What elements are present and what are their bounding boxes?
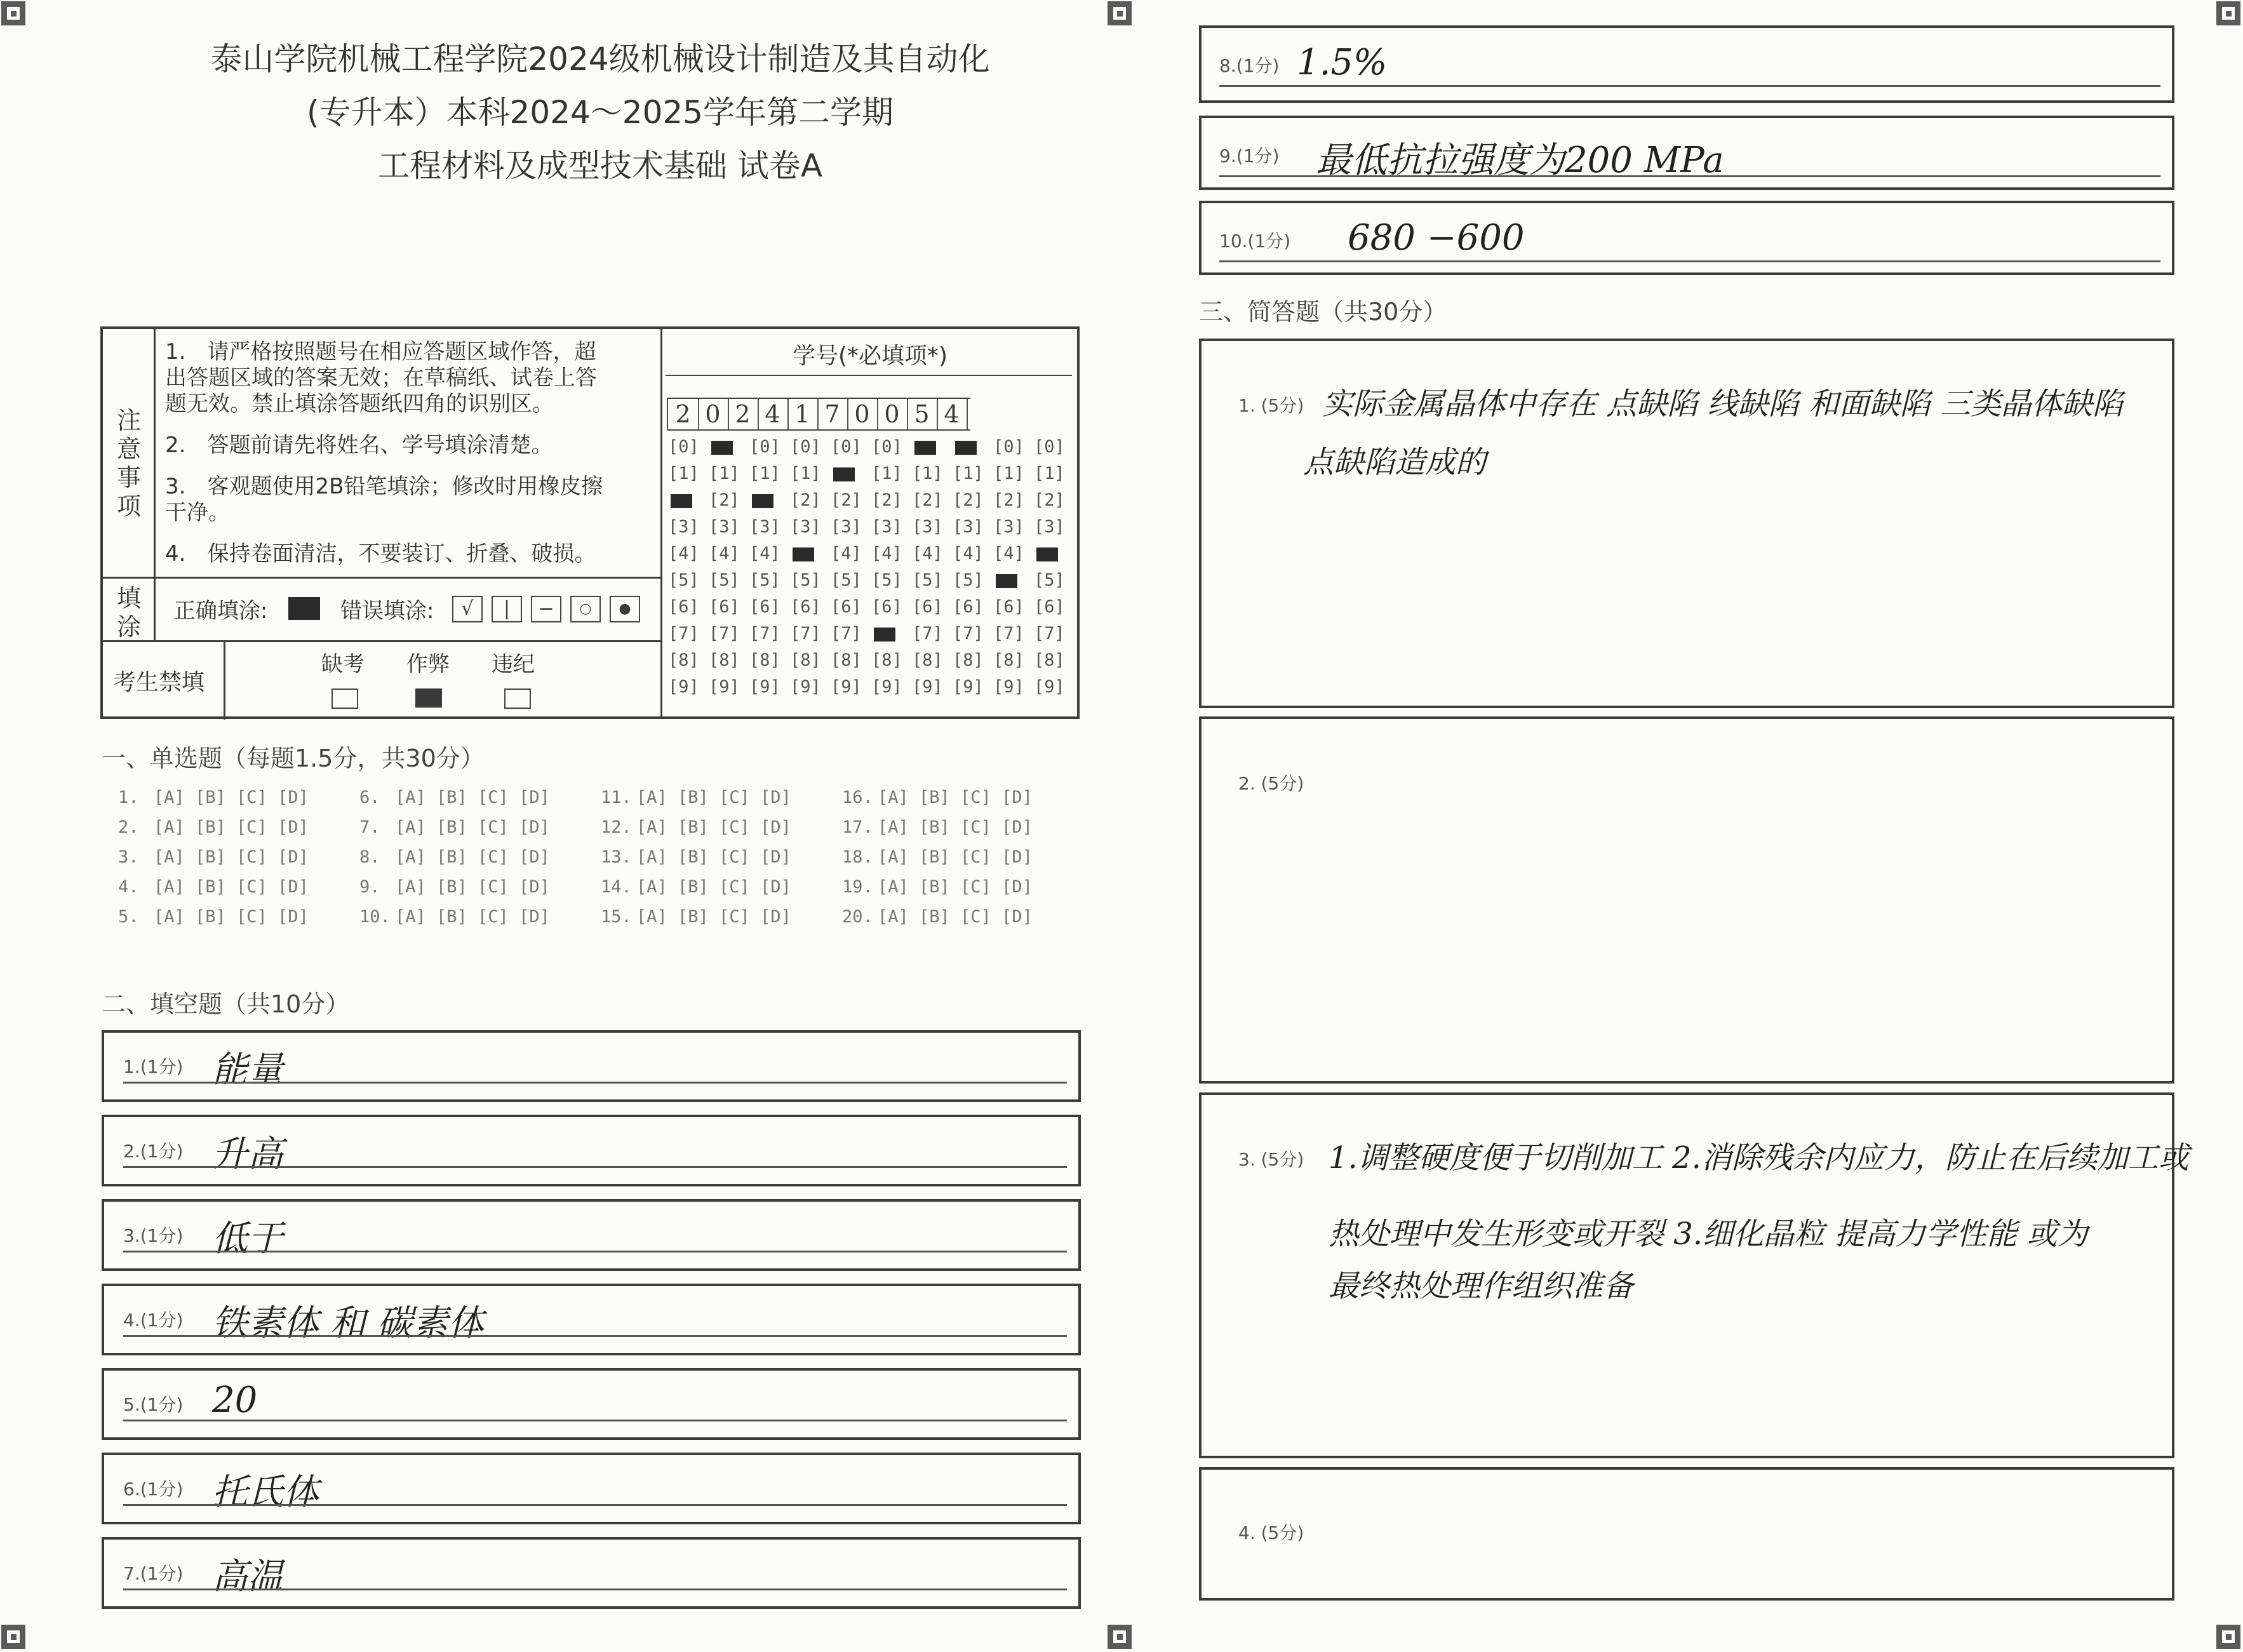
mc-question-row[interactable] bbox=[359, 788, 550, 807]
mc-question-row[interactable] bbox=[359, 817, 550, 837]
mc-question-row[interactable] bbox=[118, 788, 309, 807]
student-no-bubble[interactable]: [5] bbox=[749, 570, 780, 590]
mc-question-number: 14. bbox=[601, 877, 632, 897]
wrong-fill-circle: ○ bbox=[570, 596, 601, 622]
student-no-digit: 2 bbox=[668, 399, 699, 429]
corner-mark-bottom-right bbox=[2216, 1625, 2240, 1649]
student-no-bubble[interactable]: [2] bbox=[993, 490, 1024, 510]
fill-item-answer[interactable]: 20 bbox=[212, 1380, 258, 1421]
student-no-bubble[interactable]: [9] bbox=[668, 677, 699, 697]
answer-line bbox=[123, 1335, 1067, 1337]
mc-question-row[interactable] bbox=[118, 847, 309, 867]
mc-options[interactable]: [A] [B] [C] [D] bbox=[395, 788, 550, 807]
student-no-bubble[interactable]: [0] bbox=[668, 437, 699, 457]
mc-question-number: 13. bbox=[601, 847, 632, 867]
notice-item-1b: 出答题区域的答案无效；在草稿纸、试卷上答 bbox=[165, 365, 597, 391]
exam-title-line1: 泰山学院机械工程学院2024级机械设计制造及其自动化 bbox=[210, 41, 990, 77]
mc-question-row[interactable] bbox=[118, 877, 309, 897]
answer-line bbox=[123, 1504, 1067, 1506]
fill-item-num: 6.(1分) bbox=[123, 1479, 184, 1500]
mc-question-row[interactable] bbox=[601, 788, 791, 807]
student-no-bubble[interactable]: [3] bbox=[912, 517, 943, 537]
fill-item-num: 7.(1分) bbox=[123, 1563, 184, 1584]
fill-item-answer[interactable]: 低于 bbox=[212, 1218, 283, 1259]
fill-item-answer[interactable]: 能量 bbox=[212, 1049, 283, 1091]
student-no-bubble[interactable]: [8] bbox=[831, 650, 862, 670]
short-answer-num: 3. (5分) bbox=[1238, 1149, 1304, 1170]
answer-line bbox=[1219, 260, 2160, 262]
short-answer-3 bbox=[1199, 1092, 2189, 1458]
notice-item-3b: 干净。 bbox=[165, 500, 230, 525]
mc-question-number: 15. bbox=[601, 907, 632, 927]
mc-options[interactable]: [A] [B] [C] [D] bbox=[878, 817, 1033, 837]
fill-item-6 bbox=[102, 1453, 1081, 1524]
student-no-digit: 2 bbox=[728, 399, 759, 429]
mc-question-row[interactable] bbox=[842, 847, 1033, 867]
short-answer-text-line2[interactable]: 点缺陷造成的 bbox=[1303, 445, 1487, 480]
fill-item-3 bbox=[102, 1199, 1081, 1271]
student-no-bubble[interactable]: [2] bbox=[831, 490, 862, 510]
student-no-bubble[interactable]: [9] bbox=[709, 677, 740, 697]
student-no-bubble[interactable]: [8] bbox=[993, 650, 1024, 670]
student-no-bubble[interactable]: [8] bbox=[953, 650, 984, 670]
student-no-bubble-filled[interactable] bbox=[752, 494, 773, 508]
student-no-bubble[interactable]: [9] bbox=[953, 677, 984, 697]
mc-options[interactable]: [A] [B] [C] [D] bbox=[636, 817, 791, 837]
student-no-digit: 4 bbox=[937, 399, 968, 429]
student-no-bubble[interactable]: [9] bbox=[831, 677, 862, 697]
short-answer-4 bbox=[1199, 1467, 2174, 1601]
fill-item-num: 9.(1分) bbox=[1219, 145, 1280, 166]
mc-options[interactable]: [A] [B] [C] [D] bbox=[154, 907, 309, 927]
student-no-bubble[interactable]: [6] bbox=[831, 597, 862, 617]
student-no-bubble[interactable]: [7] bbox=[953, 624, 984, 643]
fill-item-8 bbox=[1199, 25, 2174, 103]
fill-item-9 bbox=[1199, 116, 2174, 190]
mc-question-number: 16. bbox=[842, 788, 873, 807]
notice-item-2: 2. 答题前请先将姓名、学号填涂清楚。 bbox=[165, 433, 553, 458]
student-no-bubble[interactable]: [7] bbox=[912, 624, 943, 643]
short-answer-num: 4. (5分) bbox=[1238, 1522, 1304, 1543]
student-no-bubble[interactable]: [5] bbox=[668, 570, 699, 590]
student-no-bubble-filled[interactable] bbox=[833, 467, 855, 481]
student-no-digit: 0 bbox=[877, 399, 908, 429]
student-no-bubble[interactable]: [6] bbox=[709, 597, 740, 617]
short-answer-text-line1[interactable]: 1.调整硬度便于切削加工 2.消除残余内应力，防止在后续加工或 bbox=[1329, 1140, 2189, 1176]
fill-item-5 bbox=[102, 1368, 1081, 1440]
student-no-bubble[interactable]: [6] bbox=[912, 597, 943, 617]
student-no-bubble[interactable]: [3] bbox=[953, 517, 984, 537]
fill-item-num: 3.(1分) bbox=[123, 1225, 184, 1246]
student-no-digit: 1 bbox=[787, 399, 819, 429]
student-no-bubble[interactable]: [8] bbox=[871, 650, 902, 670]
fill-item-num: 5.(1分) bbox=[123, 1394, 184, 1415]
short-answer-1 bbox=[1199, 339, 2174, 708]
fill-item-num: 10.(1分) bbox=[1219, 231, 1291, 252]
student-no-bubble[interactable]: [0] bbox=[871, 437, 902, 457]
mc-question-number: 3. bbox=[118, 847, 139, 867]
student-no-bubble[interactable]: [1] bbox=[749, 464, 780, 483]
mc-question-number: 2. bbox=[118, 817, 139, 837]
fill-item-answer[interactable]: 铁素体 和 碳素体 bbox=[212, 1303, 484, 1344]
student-no-bubble[interactable]: [2] bbox=[1034, 490, 1065, 510]
fill-item-10 bbox=[1199, 201, 2174, 275]
student-no-bubble[interactable]: [1] bbox=[953, 464, 984, 483]
student-no-bubble[interactable]: [5] bbox=[709, 570, 740, 590]
student-no-bubble[interactable]: [0] bbox=[1034, 437, 1065, 457]
student-no-bubble[interactable]: [6] bbox=[749, 597, 780, 617]
fill-item-7 bbox=[102, 1537, 1081, 1609]
mc-options[interactable]: [A] [B] [C] [D] bbox=[395, 847, 550, 867]
mc-question-number: 6. bbox=[359, 788, 380, 807]
status-cheat-label: 作弊 bbox=[406, 652, 450, 677]
mc-question-number: 11. bbox=[601, 788, 632, 807]
fill-label: 填涂 bbox=[116, 584, 141, 641]
short-answer-2 bbox=[1199, 716, 2174, 1084]
student-no-bubble[interactable]: [1] bbox=[709, 464, 740, 483]
student-no-bubble[interactable]: [0] bbox=[749, 437, 780, 457]
mc-question-number: 4. bbox=[118, 877, 139, 897]
short-answer-text-line1[interactable]: 实际金属晶体中存在 点缺陷 线缺陷 和面缺陷 三类晶体缺陷 bbox=[1322, 386, 2124, 422]
answer-line bbox=[123, 1420, 1067, 1421]
mc-options[interactable]: [A] [B] [C] [D] bbox=[395, 817, 550, 837]
fill-item-num: 2.(1分) bbox=[123, 1141, 184, 1162]
student-no-bubble[interactable]: [4] bbox=[953, 544, 984, 563]
student-no-bubble[interactable]: [2] bbox=[790, 490, 821, 510]
student-no-bubble[interactable]: [5] bbox=[1034, 570, 1065, 590]
student-no-bubble[interactable]: [9] bbox=[749, 677, 780, 697]
student-no-bubble[interactable]: [5] bbox=[953, 570, 984, 590]
student-no-bubble[interactable]: [0] bbox=[993, 437, 1024, 457]
mc-options[interactable]: [A] [B] [C] [D] bbox=[395, 877, 550, 897]
section2-heading: 二、填空题（共10分） bbox=[102, 990, 350, 1018]
status-absent-label: 缺考 bbox=[321, 652, 365, 677]
notice-label: 注意事项 bbox=[116, 406, 141, 520]
fill-item-num: 8.(1分) bbox=[1219, 55, 1280, 76]
student-no-bubble[interactable]: [1] bbox=[993, 464, 1024, 483]
mc-question-row[interactable] bbox=[601, 877, 791, 897]
student-no-bubble[interactable]: [6] bbox=[953, 597, 984, 617]
student-no-bubble[interactable]: [9] bbox=[912, 677, 943, 697]
student-no-bubble-filled[interactable] bbox=[996, 574, 1017, 588]
mc-options[interactable]: [A] [B] [C] [D] bbox=[154, 847, 309, 867]
student-no-digit: 4 bbox=[758, 399, 789, 429]
student-no-bubble[interactable]: [2] bbox=[871, 490, 902, 510]
student-no-bubble-filled[interactable] bbox=[955, 441, 977, 455]
mc-question-row[interactable] bbox=[359, 907, 550, 927]
mc-question-number: 12. bbox=[601, 817, 632, 837]
student-no-bubble[interactable]: [4] bbox=[668, 544, 699, 563]
student-no-bubble[interactable]: [7] bbox=[749, 624, 780, 643]
fill-item-answer[interactable]: 升高 bbox=[212, 1134, 283, 1175]
short-answer-text-line2[interactable]: 热处理中发生形变或开裂 3.细化晶粒 提高力学性能 或为 bbox=[1329, 1216, 2088, 1252]
student-no-digit: 0 bbox=[698, 399, 729, 429]
student-no-bubble[interactable]: [4] bbox=[709, 544, 740, 563]
mc-question-row[interactable] bbox=[118, 907, 309, 927]
exam-title-line2: (专升本）本科2024～2025学年第二学期 bbox=[307, 94, 894, 131]
answer-line bbox=[123, 1588, 1067, 1590]
student-no-digit: 0 bbox=[847, 399, 878, 429]
student-no-bubble[interactable]: [0] bbox=[831, 437, 862, 457]
student-no-bubble-filled[interactable] bbox=[793, 547, 814, 561]
mc-question-number: 9. bbox=[359, 877, 380, 897]
mc-options[interactable]: [A] [B] [C] [D] bbox=[878, 847, 1033, 867]
mc-options[interactable]: [A] [B] [C] [D] bbox=[636, 877, 791, 897]
student-no-bubble[interactable]: [3] bbox=[993, 517, 1024, 537]
student-no-bubble[interactable]: [3] bbox=[790, 517, 821, 537]
mc-options[interactable]: [A] [B] [C] [D] bbox=[636, 907, 791, 927]
notice-item-3a: 3. 客观题使用2B铅笔填涂；修改时用橡皮擦 bbox=[165, 474, 603, 499]
mc-options[interactable]: [A] [B] [C] [D] bbox=[878, 877, 1033, 897]
student-no-bubble[interactable]: [7] bbox=[790, 624, 821, 643]
student-no-digits bbox=[667, 398, 970, 431]
student-no-bubble[interactable]: [7] bbox=[709, 624, 740, 643]
student-no-label: 学号(*必填项*) bbox=[792, 343, 948, 369]
status-cheat-box[interactable] bbox=[415, 688, 442, 708]
student-no-bubble[interactable]: [9] bbox=[871, 677, 902, 697]
section3-heading: 三、简答题（共30分） bbox=[1199, 298, 1447, 326]
fill-item-answer[interactable]: 680 −600 bbox=[1348, 217, 1525, 259]
fill-item-4 bbox=[102, 1284, 1081, 1355]
mc-question-row[interactable] bbox=[842, 817, 1033, 837]
student-no-bubble[interactable]: [1] bbox=[912, 464, 943, 483]
student-no-bubble-filled[interactable] bbox=[1036, 547, 1058, 561]
student-no-bubble[interactable]: [6] bbox=[668, 597, 699, 617]
student-no-bubble[interactable]: [4] bbox=[871, 544, 902, 563]
student-no-bubble[interactable]: [6] bbox=[1034, 597, 1065, 617]
answer-line bbox=[123, 1082, 1067, 1084]
student-no-digit: 5 bbox=[907, 399, 938, 429]
student-no-bubble[interactable]: [3] bbox=[668, 517, 699, 537]
student-no-bubble[interactable]: [7] bbox=[831, 624, 862, 643]
fill-item-num: 1.(1分) bbox=[123, 1056, 184, 1077]
student-no-bubble[interactable]: [2] bbox=[953, 490, 984, 510]
fill-item-answer[interactable]: 托氏体 bbox=[212, 1472, 319, 1513]
student-no-bubble[interactable]: [3] bbox=[1034, 517, 1065, 537]
student-no-bubble[interactable]: [5] bbox=[831, 570, 862, 590]
student-no-bubble-filled[interactable] bbox=[711, 441, 733, 455]
answer-line bbox=[123, 1166, 1067, 1168]
mc-options[interactable]: [A] [B] [C] [D] bbox=[636, 847, 791, 867]
student-no-bubble[interactable]: [7] bbox=[668, 624, 699, 643]
student-no-bubble[interactable]: [1] bbox=[1034, 464, 1065, 483]
short-answer-num: 2. (5分) bbox=[1238, 773, 1304, 794]
student-no-bubble[interactable]: [2] bbox=[912, 490, 943, 510]
short-answer-num: 1. (5分) bbox=[1238, 395, 1304, 416]
correct-fill-sample bbox=[288, 597, 320, 620]
fill-item-answer[interactable]: 1.5% bbox=[1297, 42, 1388, 83]
student-no-bubble[interactable]: [5] bbox=[871, 570, 902, 590]
student-no-bubble[interactable]: [9] bbox=[790, 677, 821, 697]
wrong-fill-dot: ● bbox=[610, 596, 640, 622]
student-no-bubble[interactable]: [5] bbox=[912, 570, 943, 590]
mc-question-row[interactable] bbox=[842, 788, 1033, 807]
forbid-divider bbox=[103, 640, 660, 642]
student-no-bubble[interactable]: [1] bbox=[790, 464, 821, 483]
corner-mark-bottom-left bbox=[1, 1625, 25, 1649]
status-violation-box[interactable] bbox=[504, 688, 531, 709]
mc-options[interactable]: [A] [B] [C] [D] bbox=[154, 877, 309, 897]
student-no-bubble[interactable]: [7] bbox=[1034, 624, 1065, 643]
student-no-bubble[interactable]: [3] bbox=[749, 517, 780, 537]
section1-heading: 一、单选题（每题1.5分，共30分） bbox=[102, 744, 485, 772]
student-no-bubble-filled[interactable] bbox=[874, 628, 895, 641]
fill-item-2 bbox=[102, 1115, 1081, 1186]
wrong-fill-bar: | bbox=[492, 596, 522, 622]
info-block bbox=[100, 326, 1080, 719]
student-no-bubble[interactable]: [3] bbox=[831, 517, 862, 537]
mc-options[interactable]: [A] [B] [C] [D] bbox=[878, 788, 1033, 807]
corner-mark-top-center bbox=[1108, 1, 1132, 25]
student-no-bubble[interactable]: [1] bbox=[668, 464, 699, 483]
answer-line bbox=[123, 1251, 1067, 1252]
mc-question-row[interactable] bbox=[601, 847, 791, 867]
exam-forbid-label: 考生禁填 bbox=[113, 669, 205, 695]
mc-question-number: 8. bbox=[359, 847, 380, 867]
notice-item-1a: 1. 请严格按照题号在相应答题区域作答，超 bbox=[165, 339, 596, 365]
correct-fill-label: 正确填涂: bbox=[174, 598, 268, 624]
student-no-divider bbox=[660, 329, 662, 716]
fill-item-1 bbox=[102, 1030, 1081, 1102]
answer-line bbox=[1219, 175, 2160, 177]
fill-item-answer[interactable]: 高温 bbox=[212, 1556, 283, 1597]
student-no-bubble[interactable]: [8] bbox=[668, 650, 699, 670]
mc-question-number: 1. bbox=[118, 788, 139, 807]
mc-question-number: 5. bbox=[118, 907, 139, 927]
student-no-bubble[interactable]: [7] bbox=[993, 624, 1024, 643]
student-no-bubble[interactable]: [3] bbox=[709, 517, 740, 537]
mc-question-number: 19. bbox=[842, 877, 873, 897]
corner-mark-top-right bbox=[2216, 1, 2240, 25]
forbid-label-divider bbox=[224, 640, 225, 720]
student-no-bubble[interactable]: [2] bbox=[709, 490, 740, 510]
mc-options[interactable]: [A] [B] [C] [D] bbox=[878, 907, 1033, 927]
student-no-digit: 7 bbox=[817, 399, 848, 429]
mc-options[interactable]: [A] [B] [C] [D] bbox=[636, 788, 791, 807]
student-no-bubble[interactable]: [6] bbox=[871, 597, 902, 617]
corner-mark-top-left bbox=[1, 1, 25, 25]
student-no-bubble[interactable]: [4] bbox=[993, 544, 1024, 563]
student-no-bubble[interactable]: [6] bbox=[993, 597, 1024, 617]
student-no-bubble-filled[interactable] bbox=[671, 494, 692, 508]
student-no-bubble[interactable]: [9] bbox=[1034, 677, 1065, 697]
short-answer-text-line3[interactable]: 最终热处理作组织准备 bbox=[1329, 1268, 1634, 1304]
notice-label-divider bbox=[154, 329, 156, 577]
student-no-bubble[interactable]: [8] bbox=[709, 650, 740, 670]
wrong-fill-label: 错误填涂: bbox=[340, 598, 434, 624]
student-no-bubble[interactable]: [9] bbox=[993, 677, 1024, 697]
student-no-bubble[interactable]: [8] bbox=[1034, 650, 1065, 670]
student-no-bubble[interactable]: [8] bbox=[749, 650, 780, 670]
student-no-bubble[interactable]: [3] bbox=[871, 517, 902, 537]
mc-question-row[interactable] bbox=[601, 817, 791, 837]
notice-divider bbox=[103, 577, 660, 579]
mc-question-row[interactable] bbox=[359, 877, 550, 897]
student-no-bubble-filled[interactable] bbox=[914, 441, 936, 455]
wrong-fill-dash: − bbox=[531, 596, 561, 622]
student-no-bubble[interactable]: [4] bbox=[831, 544, 862, 563]
student-no-bubble[interactable]: [0] bbox=[790, 437, 821, 457]
corner-mark-bottom-center bbox=[1108, 1625, 1132, 1649]
status-violation-label: 违纪 bbox=[492, 652, 535, 677]
student-no-bubble[interactable]: [8] bbox=[790, 650, 821, 670]
status-absent-box[interactable] bbox=[331, 688, 358, 709]
mc-question-row[interactable] bbox=[842, 877, 1033, 897]
mc-options[interactable]: [A] [B] [C] [D] bbox=[154, 788, 309, 807]
wrong-fill-check: √ bbox=[452, 596, 483, 622]
answer-line bbox=[1219, 85, 2160, 87]
mc-options[interactable]: [A] [B] [C] [D] bbox=[395, 907, 550, 927]
fill-label-divider bbox=[154, 577, 156, 640]
mc-question-number: 7. bbox=[359, 817, 380, 837]
mc-question-number: 10. bbox=[359, 907, 391, 927]
exam-title-line3: 工程材料及成型技术基础 试卷A bbox=[377, 147, 823, 184]
mc-question-row[interactable] bbox=[601, 907, 791, 927]
mc-options[interactable]: [A] [B] [C] [D] bbox=[154, 817, 309, 837]
mc-question-number: 20. bbox=[842, 907, 873, 927]
student-no-bubble[interactable]: [1] bbox=[871, 464, 902, 483]
student-no-bubble[interactable]: [5] bbox=[790, 570, 821, 590]
student-no-bubble[interactable]: [4] bbox=[912, 544, 943, 563]
student-no-bubble[interactable]: [6] bbox=[790, 597, 821, 617]
student-no-label-rule bbox=[666, 375, 1072, 376]
mc-question-row[interactable] bbox=[118, 817, 309, 837]
mc-question-row[interactable] bbox=[842, 907, 1033, 927]
student-no-bubble[interactable]: [8] bbox=[912, 650, 943, 670]
fill-item-answer[interactable]: 最低抗拉强度为200 MPa bbox=[1316, 140, 1724, 181]
notice-item-1c: 题无效。禁止填涂答题纸四角的识别区。 bbox=[165, 391, 554, 417]
fill-item-num: 4.(1分) bbox=[123, 1310, 184, 1331]
mc-question-number: 18. bbox=[842, 847, 873, 867]
mc-question-number: 17. bbox=[842, 817, 873, 837]
notice-item-4: 4. 保持卷面清洁，不要装订、折叠、破损。 bbox=[165, 541, 596, 567]
mc-question-row[interactable] bbox=[359, 847, 550, 867]
student-no-bubble[interactable]: [4] bbox=[749, 544, 780, 563]
